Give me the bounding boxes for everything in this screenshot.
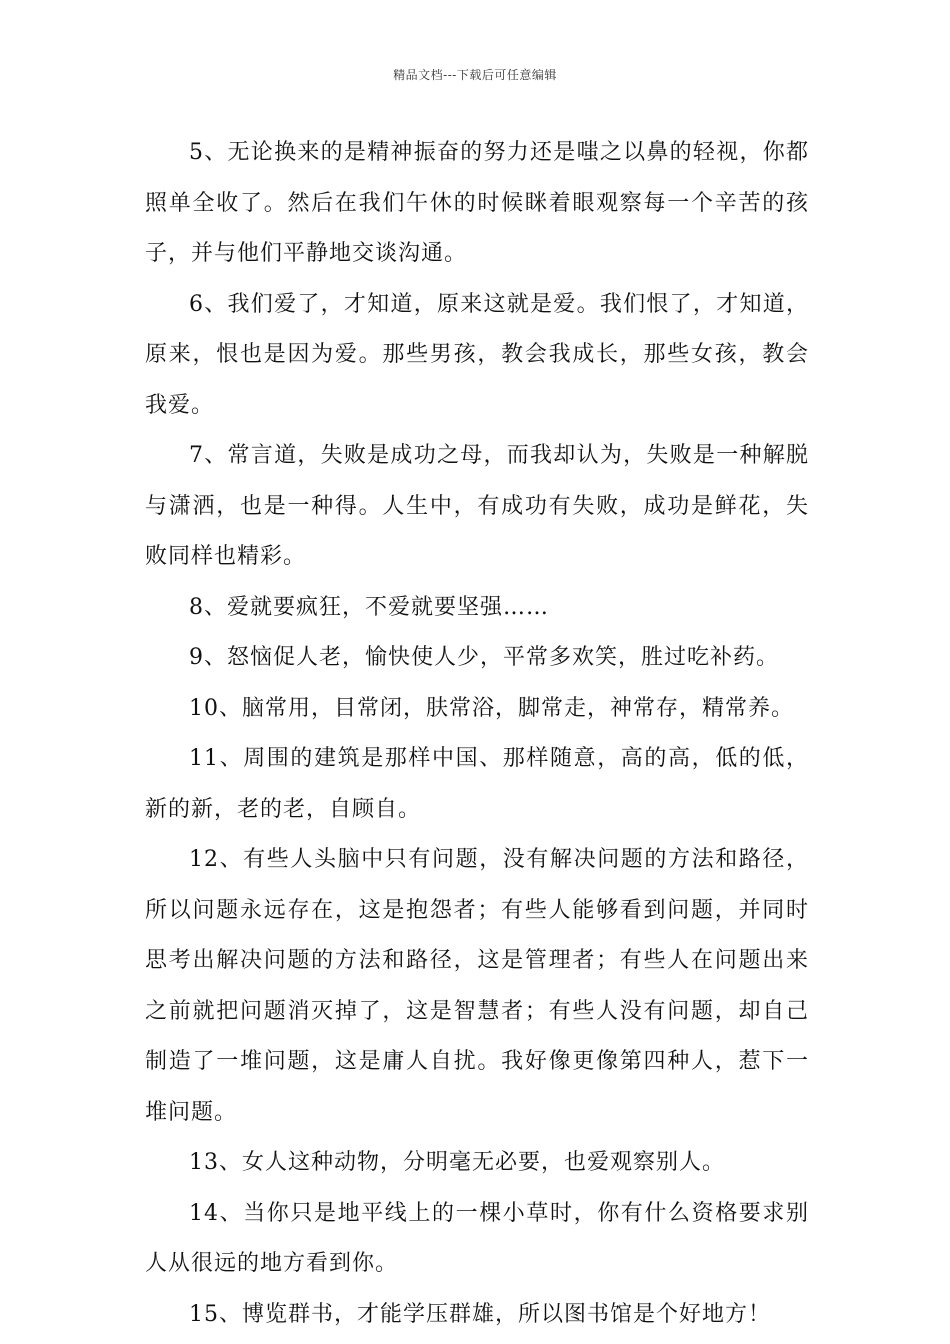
paragraph-7: 7、常言道，失败是成功之母，而我却认为，失败是一种解脱与潇洒，也是一种得。人生中，有成功有失败，成功是鲜花，失败同样也精彩。 [145,443,809,569]
paragraph-15: 15、博览群书，才能学压群雄，所以图书馆是个好地方！ [189,1301,771,1327]
paragraph-14: 14、当你只是地平线上的一棵小草时，你有什么资格要求别人从很远的地方看到你。 [145,1200,809,1276]
paragraph-9: 9、怒恼促人老，愉快使人少，平常多欢笑，胜过吃补药。 [189,645,779,670]
document-body [145,128,809,1340]
paragraph-5: 5、无论换来的是精神振奋的努力还是嗤之以鼻的轻视，你都照单全收了。然后在我们午休的时候眯着眼观察每一个辛苦的孩子，并与他们平静地交谈沟通。 [145,140,809,266]
paragraph-6: 6、我们爱了，才知道，原来这就是爱。我们恨了，才知道，原来，恨也是因为爱。那些男孩，教会我成长，那些女孩，教会我爱。 [145,291,809,418]
paragraph-13: 13、女人这种动物，分明毫无必要，也爱观察别人。 [189,1150,725,1175]
paragraph-8: 8、爱就要疯狂，不爱就要坚强…… [189,594,549,620]
paragraph-11: 11、周围的建筑是那样中国、那样随意，高的高，低的低，新的新，老的老，自顾自。 [145,746,809,822]
paragraph-12: 12、有些人头脑中只有问题，没有解决问题的方法和路径，所以问题永远存在，这是抱怨者；有些人能够看到问题，并同时思考出解决问题的方法和路径，这是管理者；有些人在问题出来之前就把问题消灭掉了，这是智慧者；有些人没有问题，却自己制造了一堆问题，这是庸人自扰。我好像更像第四种人，惹下一堆问题。 [145,847,809,1125]
page-header: 精品文档---下载后可任意编辑 [393,68,557,82]
paragraph-10: 10、脑常用，目常闭，肤常浴，脚常走，神常存，精常养。 [189,695,794,721]
